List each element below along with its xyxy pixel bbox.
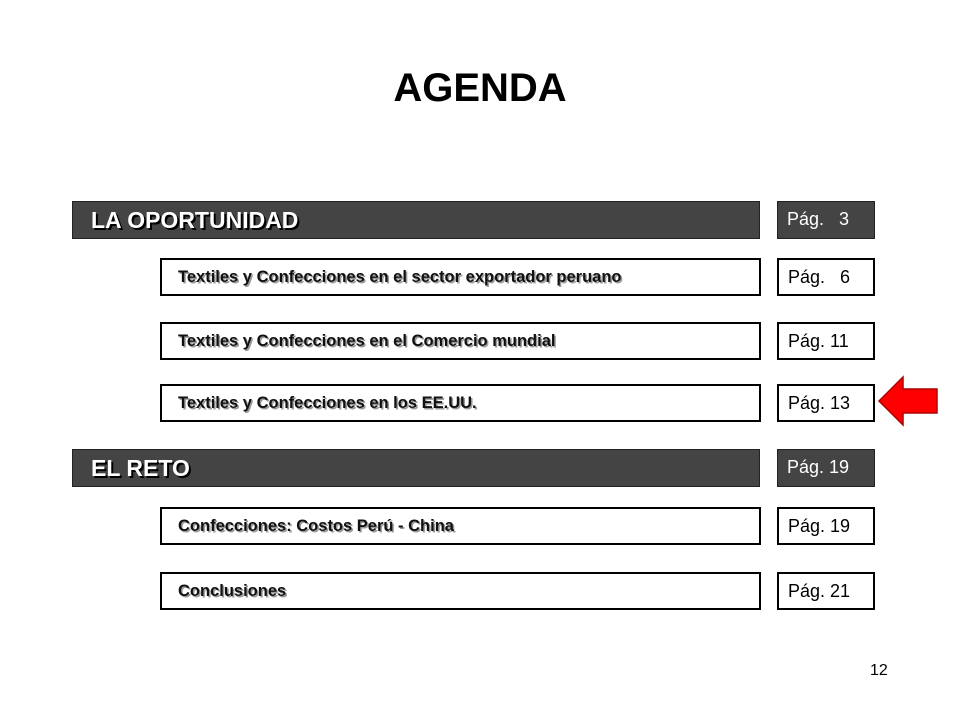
- agenda-item-label: Textiles y Confecciones en el sector exportador peruano: [178, 268, 622, 286]
- agenda-item-comercio-mundial[interactable]: [160, 322, 761, 360]
- agenda-item-eeuu[interactable]: [160, 384, 761, 422]
- agenda-item-sector-exportador[interactable]: [160, 258, 761, 296]
- section-el-reto[interactable]: [72, 449, 760, 487]
- agenda-item-page: Pág. 19: [777, 507, 875, 545]
- agenda-item-label: Conclusiones: [178, 582, 287, 600]
- agenda-item-page: Pág. 11: [777, 322, 875, 360]
- section-page-la-oportunidad: Pág. 3: [777, 201, 875, 239]
- slide-number: 12: [870, 662, 888, 679]
- agenda-item-conclusiones[interactable]: [160, 572, 761, 610]
- agenda-item-costos-peru-china[interactable]: [160, 507, 761, 545]
- section-page-el-reto: Pág. 19: [777, 449, 875, 487]
- page-title: AGENDA: [393, 66, 567, 110]
- section-label: LA OPORTUNIDAD: [91, 207, 299, 233]
- section-la-oportunidad[interactable]: [72, 201, 760, 239]
- agenda-item-label: Textiles y Confecciones en los EE.UU.: [178, 394, 477, 412]
- agenda-item-page: Pág. 6: [777, 258, 875, 296]
- agenda-item-page: Pág. 21: [777, 572, 875, 610]
- section-label: EL RETO: [91, 455, 190, 481]
- agenda-item-label: Confecciones: Costos Perú - China: [178, 517, 454, 535]
- agenda-item-label: Textiles y Confecciones en el Comercio mundial: [178, 332, 556, 350]
- agenda-item-page: Pág. 13: [777, 384, 875, 422]
- left-arrow-icon: [877, 375, 939, 427]
